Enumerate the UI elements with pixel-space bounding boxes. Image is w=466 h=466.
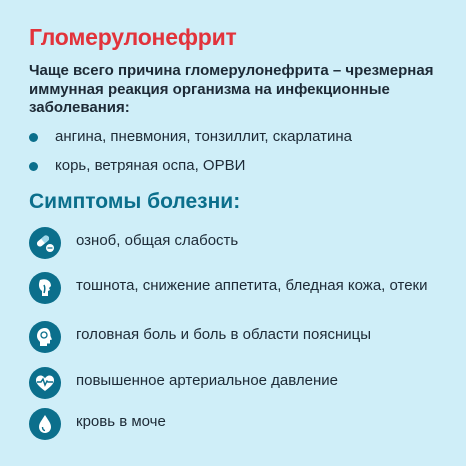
symptom-item	[29, 272, 449, 308]
page-title: Гломерулонефрит	[29, 24, 237, 50]
head-icon	[29, 321, 61, 353]
symptom-text: повышенное артериальное давление	[76, 372, 338, 389]
bullet-icon	[29, 162, 38, 171]
symptom-text: кровь в моче	[76, 413, 166, 430]
symptom-item	[29, 367, 449, 403]
blood-drop-icon	[29, 408, 61, 440]
symptom-item	[29, 321, 449, 357]
pills-icon	[29, 227, 61, 259]
cause-text: корь, ветряная оспа, ОРВИ	[55, 157, 246, 174]
list-item	[29, 156, 352, 185]
list-item	[29, 127, 352, 156]
causes-list	[29, 127, 352, 185]
intro-text: Чаще всего причина гломерулонефрита – чрезмерная иммунная реакция организма на инфекционные заболевания:	[29, 62, 434, 116]
cause-text: ангина, пневмония, тонзиллит, скарлатина	[55, 128, 352, 145]
symptom-item	[29, 408, 449, 444]
symptom-text: озноб, общая слабость	[76, 232, 239, 249]
symptom-text: головная боль и боль в области поясницы	[76, 326, 372, 343]
symptom-text: тошнота, снижение аппетита, бледная кожа, отеки	[76, 277, 428, 294]
symptom-item	[29, 227, 449, 263]
bullet-icon	[29, 133, 38, 142]
symptoms-heading: Симптомы болезни:	[29, 190, 241, 213]
heartbeat-icon	[29, 367, 61, 399]
throat-icon	[29, 272, 61, 304]
